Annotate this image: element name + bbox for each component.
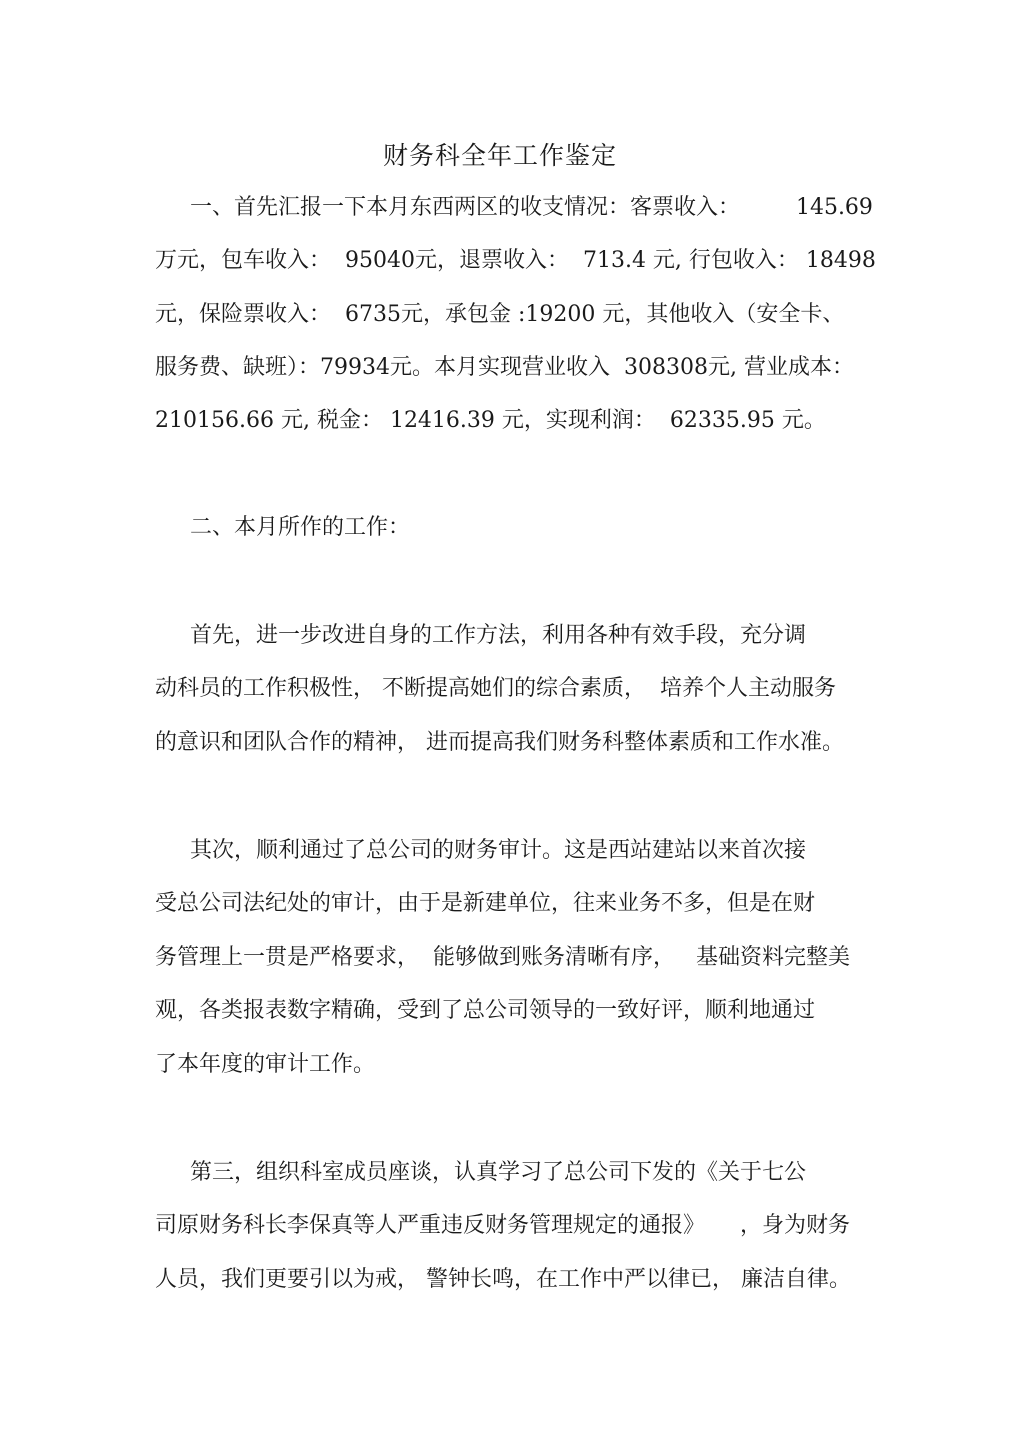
paragraph-line: 210156.66 元, 税金： 12416.39 元，实现利润： 62335.95 元。	[155, 408, 826, 433]
section-heading: 二、本月所作的工作：	[190, 515, 411, 540]
paragraph-line: 的意识和团队合作的精神， 进而提高我们财务科整体素质和工作水准。	[155, 730, 844, 755]
paragraph-line: 司原财务科长李保真等人严重违反财务管理规定的通报》 ，身为财务	[155, 1213, 850, 1238]
paragraph-line: 其次，顺利通过了总公司的财务审计。这是西站建站以来首次接	[190, 838, 807, 863]
paragraph-line: 受总公司法纪处的审计，由于是新建单位，往来业务不多，但是在财	[155, 891, 816, 916]
paragraph-line: 一、首先汇报一下本月东西两区的收支情况：客票收入： 145.69	[190, 195, 873, 220]
paragraph-line: 人员，我们更要引以为戒， 警钟长鸣，在工作中严以律已， 廉洁自律。	[155, 1267, 851, 1292]
paragraph-line: 首先，进一步改进自身的工作方法，利用各种有效手段，充分调	[190, 623, 807, 648]
paragraph-line: 务管理上一贯是严格要求， 能够做到账务清晰有序， 基础资料完整美	[155, 945, 850, 970]
paragraph-line: 观，各类报表数字精确，受到了总公司领导的一致好评，顺利地通过	[155, 998, 816, 1023]
paragraph-line: 第三，组织科室成员座谈，认真学习了总公司下发的《关于七公	[190, 1160, 807, 1185]
paragraph-line: 万元，包车收入： 95040元，退票收入： 713.4 元, 行包收入： 18498	[155, 248, 876, 273]
paragraph-line: 了本年度的审计工作。	[155, 1052, 376, 1077]
paragraph-line: 元，保险票收入： 6735元，承包金 :19200 元，其他收入（安全卡、	[155, 302, 845, 327]
paragraph-line: 服务费、缺班）：79934元。本月实现营业收入 308308元, 营业成本：	[155, 355, 854, 380]
paragraph-line: 动科员的工作积极性， 不断提高她们的综合素质， 培养个人主动服务	[155, 676, 836, 701]
document-title: 财务科全年工作鉴定	[382, 141, 617, 170]
